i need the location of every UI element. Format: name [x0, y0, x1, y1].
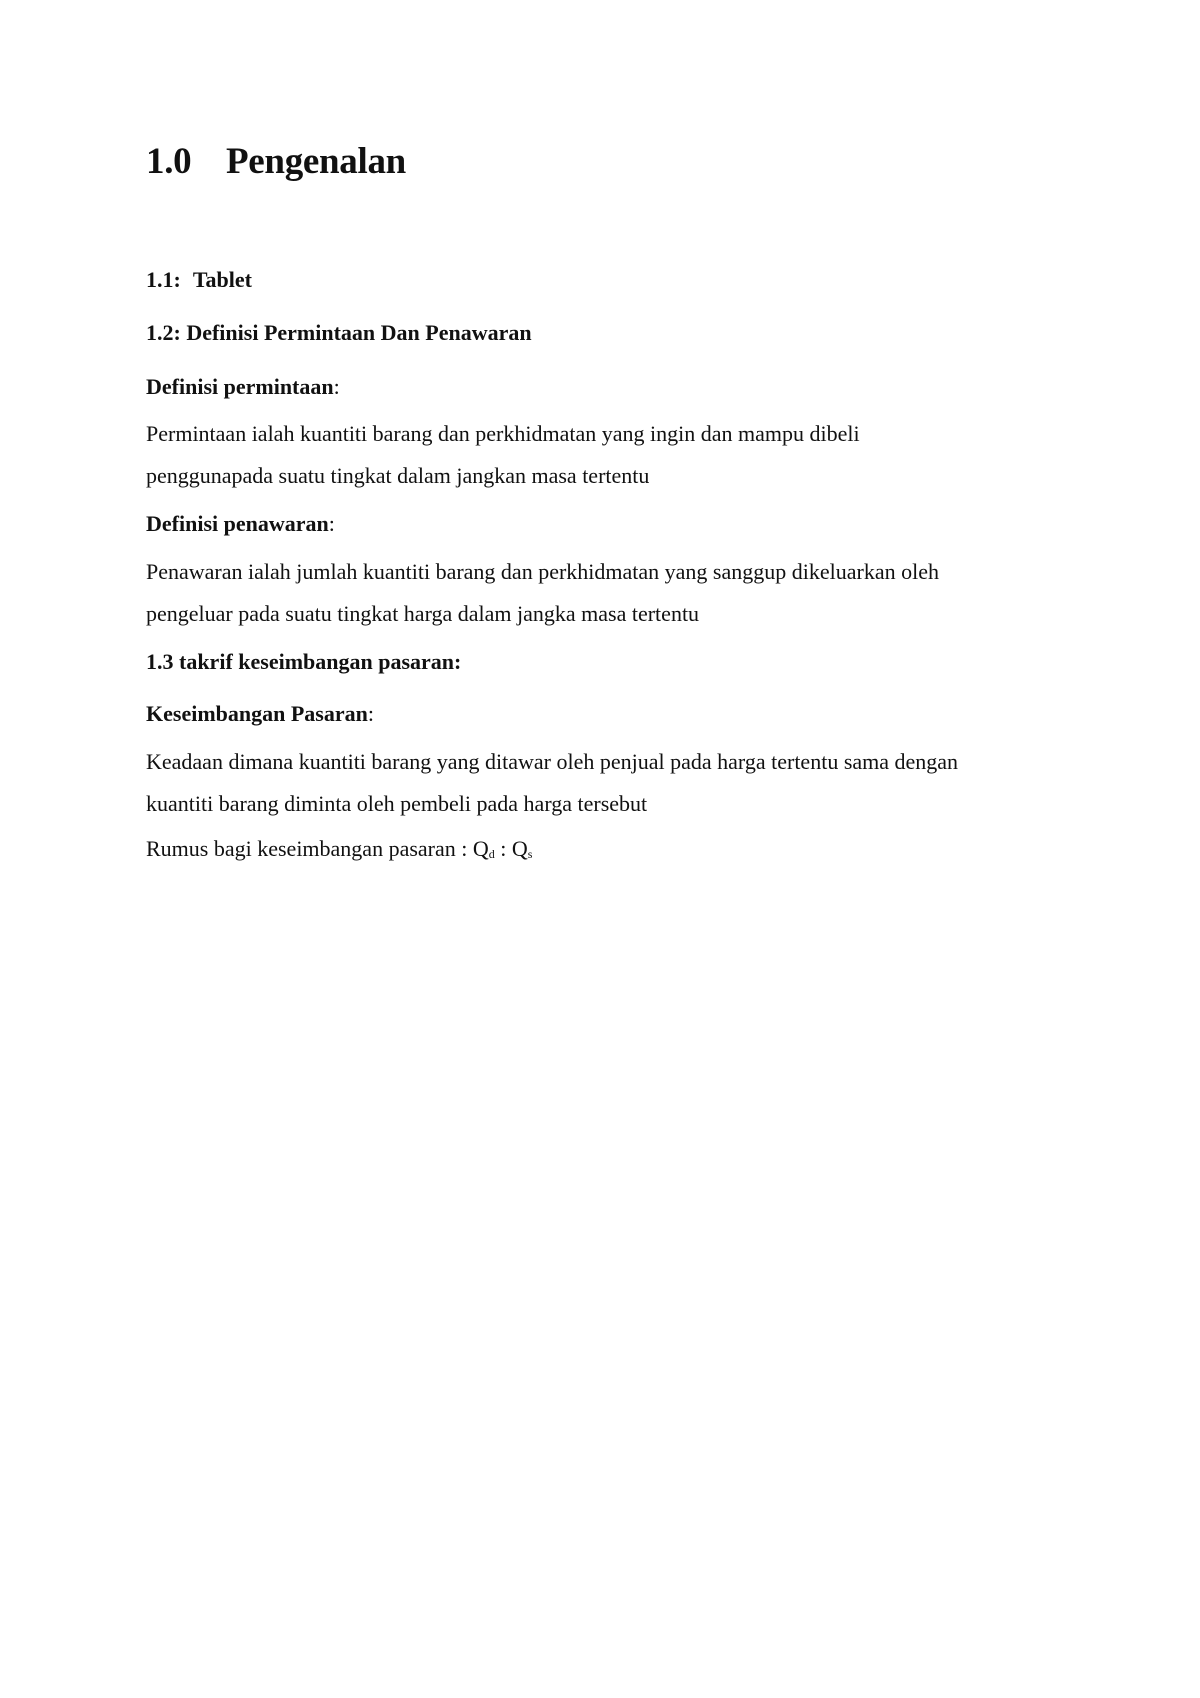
heading-number: 1.0	[146, 141, 192, 182]
section-1-2-heading: 1.2: Definisi Permintaan Dan Penawaran	[146, 319, 532, 345]
paragraph-line: kuantiti barang diminta oleh pembeli pada harga tersebut	[146, 790, 648, 816]
quantity-demanded-symbol: $Q_d$	[472, 835, 495, 861]
formula-separator: :	[494, 835, 512, 861]
keseimbangan-pasaran-colon: :	[367, 701, 374, 727]
keseimbangan-pasaran-paragraph	[146, 741, 1076, 825]
section-1-1-heading	[146, 266, 1076, 295]
rumus-formula-line	[146, 835, 1076, 864]
section-1-3-heading: 1.3 takrif keseimbangan pasaran:	[146, 648, 462, 674]
keseimbangan-pasaran-term: Keseimbangan Pasaran	[146, 701, 368, 727]
section-1-1-title: Tablet	[192, 267, 252, 293]
definisi-penawaran-term: Definisi penawaran	[146, 511, 329, 537]
paragraph-line: Keadaan dimana kuantiti barang yang ditawar oleh penjual pada harga tertentu sama dengan	[146, 748, 959, 774]
paragraph-line: penggunapada suatu tingkat dalam jangkan masa tertentu	[146, 463, 650, 489]
quantity-supplied-symbol: $Q_s$	[511, 835, 533, 861]
heading-title: Pengenalan	[226, 141, 406, 182]
subscript-s: s	[527, 846, 533, 861]
definisi-permintaan-term: Definisi permintaan	[146, 373, 334, 399]
definisi-penawaran-paragraph	[146, 551, 1076, 635]
paragraph-line: Permintaan ialah kuantiti barang dan perkhidmatan yang ingin dan mampu dibeli	[146, 421, 860, 447]
definisi-permintaan-colon: :	[333, 373, 340, 399]
definisi-permintaan-label	[146, 373, 1076, 402]
section-1-1-number: 1.1:	[146, 267, 181, 293]
document-body	[146, 140, 1076, 864]
paragraph-line: pengeluar pada suatu tingkat harga dalam jangka masa tertentu	[146, 600, 700, 626]
definisi-penawaran-colon: :	[328, 511, 335, 537]
definisi-penawaran-label	[146, 510, 1076, 539]
definisi-permintaan-paragraph	[146, 413, 1076, 497]
paragraph-line: Penawaran ialah jumlah kuantiti barang dan perkhidmatan yang sanggup dikeluarkan oleh	[146, 558, 939, 584]
subscript-d: d	[488, 846, 495, 861]
keseimbangan-pasaran-label	[146, 700, 1076, 729]
rumus-text: Rumus bagi keseimbangan pasaran :	[146, 835, 473, 861]
main-heading	[146, 140, 1076, 184]
